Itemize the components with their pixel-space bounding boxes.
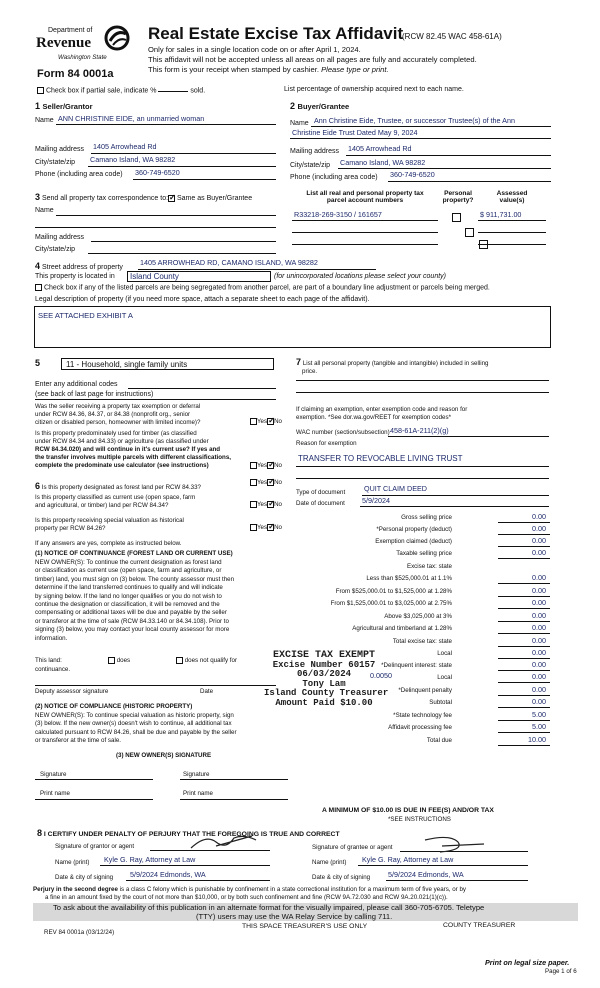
header-note1: Only for sales in a single location code on or after April 1, 2024.	[148, 45, 361, 54]
q-historic-yes[interactable]	[250, 524, 257, 531]
calc-row-line	[498, 621, 550, 622]
partial-sale-checkbox[interactable]	[37, 87, 44, 94]
grantee-signature-icon	[420, 834, 490, 856]
grantee-print-name[interactable]: Kyle G. Ray, Attorney at Law	[362, 855, 454, 864]
this-land-label: This land:	[35, 657, 62, 664]
county-treasurer-label: COUNTY TREASURER	[443, 922, 516, 929]
parcel-col-header: List all real and personal property tax parcel account numbers	[306, 190, 424, 204]
notice-line: (3) below. If the new owner(s) doesn't wish to continue, all additional tax	[35, 720, 232, 728]
grantee-date-city[interactable]: 5/9/2024 Edmonds, WA	[388, 870, 464, 879]
calc-row-value[interactable]: 0.00	[532, 648, 546, 657]
grantee-print-label: Name (print)	[312, 859, 347, 866]
grantor-print-label: Name (print)	[55, 859, 90, 866]
calc-row-label: Subtotal	[429, 699, 452, 706]
same-as-buyer-checkbox[interactable]	[168, 195, 175, 202]
q-forest: 6 Is this property designated as forest land per RCW 84.33?	[35, 481, 201, 491]
revision-label: REV 84 0001a (03/12/24)	[44, 929, 115, 936]
treasurer-use-label: THIS SPACE TREASURER'S USE ONLY	[242, 923, 368, 930]
exemption-reason[interactable]: TRANSFER TO REVOCABLE LIVING TRUST	[298, 454, 463, 463]
alt-format-line1: To ask about the availability of this publication in an alternate format for the visually impaired, please call 360-705-6705. Teletype	[53, 903, 485, 912]
seller-mailing[interactable]: 1405 Arrowhead Rd	[93, 142, 157, 151]
q-exemption-answer: Yes✓ No	[250, 418, 282, 425]
grantor-print-name[interactable]: Kyle G. Ray, Attorney at Law	[104, 855, 196, 864]
calc-row-line	[498, 707, 550, 708]
calc-row-line	[498, 596, 550, 597]
calc-row-label: Agricultural and timberland at 1.28%	[352, 625, 452, 632]
calc-row-label: Above $3,025,000 at 3%	[384, 613, 452, 620]
sec5-number: 5	[35, 358, 41, 368]
partial-sale-row: Check box if partial sale, indicate % sold.	[37, 87, 205, 94]
buyer-city-label: City/state/zip	[290, 162, 331, 169]
page-number: Page 1 of 6	[545, 968, 577, 975]
q-current-use: Is this property classified as current use (open space, farm and agricultural, or timber) land per RCW 84.34?	[35, 494, 196, 509]
notice-line: timber) land, you must sign on (3) below. The county assessor must then	[35, 575, 235, 583]
seller-phone[interactable]: 360-749-6520	[135, 168, 180, 177]
seller-name-label: Name	[35, 117, 54, 124]
unincorp-note: (for unincorporated locations please select your county)	[274, 273, 446, 280]
assessed-col-header: Assessed value(s)	[496, 190, 528, 204]
q-historic-answer: Yes✓ No	[250, 524, 282, 531]
wac-number[interactable]: 458-61A-211(2)(g)	[390, 426, 449, 435]
q-historic-no[interactable]	[267, 524, 274, 531]
calc-row-line	[498, 534, 550, 535]
buyer-heading: 2 Buyer/Grantee	[290, 101, 350, 111]
seller-heading: 1 Seller/Grantor	[35, 101, 93, 111]
doc-date-label: Date of document	[296, 500, 345, 507]
parcel-number[interactable]: R33218-269-3150 / 161657	[294, 210, 382, 219]
buyer-name-line2[interactable]: Christine Eide Trust Dated May 9, 2024	[292, 128, 418, 137]
doc-type[interactable]: QUIT CLAIM DEED	[364, 484, 427, 493]
buyer-mailing[interactable]: 1405 Arrowhead Rd	[348, 144, 412, 153]
see-instructions: *SEE INSTRUCTIONS	[388, 816, 451, 823]
notice-line: calculated pursuant to RCW 84.26, shall be due and payable by the seller	[35, 728, 237, 736]
grantee-date-label: Date & city of signing	[312, 874, 371, 881]
doc-type-label: Type of document	[296, 489, 346, 496]
does-not-option: does not qualify for	[176, 657, 237, 664]
calc-row-label: *Delinquent interest: state	[381, 662, 452, 669]
county-value: Island County	[130, 272, 179, 281]
calc-row-line	[498, 608, 550, 609]
grantee-sig-label: Signature of grantee or agent	[312, 844, 393, 851]
calc-row-label: *Personal property (deduct)	[376, 526, 452, 533]
new-owner-sig-label-2: Signature	[183, 771, 210, 778]
calc-row-value[interactable]: 0.00	[532, 573, 546, 582]
calc-row-value[interactable]: 0.00	[532, 672, 546, 681]
calc-row-value[interactable]: 5.00	[532, 722, 546, 731]
q-historic: Is this property receiving special valuation as historical property per RCW 84.26?	[35, 517, 184, 532]
does-option: does	[108, 657, 130, 664]
calc-row-line	[498, 658, 550, 659]
grantor-signature-icon	[186, 830, 266, 852]
sec3-name-label: Name	[35, 207, 54, 214]
sec8-heading: 8 I CERTIFY UNDER PENALTY OF PERJURY THAT THE FOREGOING IS TRUE AND CORRECT	[37, 828, 340, 838]
notice-line: NEW OWNER(S): To continue special valuation as historic property, sign	[35, 712, 234, 719]
sec4-located-label: This property is located in	[35, 273, 115, 280]
personal-property-checkbox-1[interactable]	[452, 213, 461, 222]
q-forest-answer: Yes✓ No	[250, 479, 282, 486]
calc-row-value[interactable]: 0.00	[532, 611, 546, 620]
buyer-name-line1[interactable]: Ann Christine Eide, Trustee, or successor Trustee(s) of the Ann	[314, 116, 515, 125]
calc-row-label: *State technology fee	[393, 712, 452, 719]
calc-row-value[interactable]: 5.00	[532, 710, 546, 719]
calc-row-value[interactable]: 0.00	[532, 660, 546, 669]
buyer-name-label: Name	[290, 120, 309, 127]
if-yes-note: If any answers are yes, complete as instructed below.	[35, 540, 182, 547]
sec3-mailing-label: Mailing address	[35, 234, 85, 241]
legal-desc-label: Legal description of property (if you need more space, attach a separate sheet to each page of the affidavit).	[35, 296, 370, 303]
seller-phone-label: Phone (including area code)	[35, 171, 123, 178]
calc-row-line	[498, 720, 550, 721]
notice1-title: (1) NOTICE OF CONTINUANCE (FOREST LAND OR CURRENT USE)	[35, 550, 233, 557]
calc-row-line	[498, 558, 550, 559]
q-exemption-yes[interactable]	[250, 418, 257, 425]
buyer-city[interactable]: Camano Island, WA 98282	[340, 158, 426, 167]
q-forest-yes[interactable]	[250, 479, 257, 486]
calc-row-label: Taxable selling price	[396, 550, 452, 557]
exempt-note: If claiming an exemption, enter exemption code and reason for exemption. *See dor.wa.gov/REET for exemption codes*	[296, 406, 468, 421]
notice-line: or transferor at the time of sale.	[35, 737, 121, 745]
deputy-sig-label: Deputy assessor signature	[35, 688, 109, 695]
calc-row-value[interactable]: 0.00	[532, 586, 546, 595]
buyer-phone-label: Phone (including area code)	[290, 174, 378, 181]
calc-row-value[interactable]: 0.00	[532, 524, 546, 533]
form-number: Form 84 0001a	[37, 68, 114, 80]
calc-row-line	[498, 522, 550, 523]
notice-line: continue the designation or classification, it will be removed and the	[35, 601, 220, 609]
dept-line3: Washington State	[58, 54, 107, 61]
calc-row-line	[498, 546, 550, 547]
deputy-date-label: Date	[200, 688, 214, 695]
legal-paper-note: Print on legal size paper.	[485, 958, 570, 967]
segregated-row: Check box if any of the listed parcels are being segregated from another parcel, are part of a boundary line adjustment or parcels being merged.	[35, 284, 490, 291]
sec7-text: 7 List all personal property (tangible and intangible) included in selling price.	[296, 357, 489, 375]
ownership-note: List percentage of ownership acquired next to each name.	[284, 86, 464, 93]
new-owner-print-label-1: Print name	[40, 790, 70, 797]
dept-line1: Department of	[48, 27, 93, 34]
notice-line: by signing below. If the land no longer qualifies or you do not wish to	[35, 592, 222, 600]
new-owner-sig-label-1: Signature	[40, 771, 67, 778]
perjury-notice: Perjury in the second degree is a class C felony which is punishable by confinement in a state correctional institution for a maximum term of five years, or by a fine in an amount fixed by the court of not more than $10,000, or by both such confinement and fine (RCW 9A.72.030 and RCW 9A.20.021(1)(c)).	[33, 886, 466, 901]
calc-row-value[interactable]: 0.00	[532, 697, 546, 706]
additional-codes-label: Enter any additional codes	[35, 381, 118, 388]
notice-line: determine if the land transferred continues to qualify and will indicate	[35, 584, 223, 592]
calc-row-label: Excise tax: state	[406, 563, 452, 570]
grantor-date-label: Date & city of signing	[55, 874, 114, 881]
grantor-sig-label: Signature of grantor or agent	[55, 843, 135, 850]
calc-row-label: From $525,000.01 to $1,525,000 at 1.28%	[335, 588, 452, 595]
calc-row-label: From $1,525,000.01 to $3,025,000 at 2.75%	[330, 600, 452, 607]
calc-row-label: Total excise tax: state	[392, 638, 452, 645]
calc-row-value[interactable]: 0.00	[532, 636, 546, 645]
calc-row-label: Total due	[426, 737, 452, 744]
dept-line2: Revenue	[36, 35, 91, 51]
notice3-title: (3) NEW OWNER(S) SIGNATURE	[116, 752, 212, 759]
legal-description: SEE ATTACHED EXHIBIT A	[38, 311, 133, 320]
calc-row-line	[498, 633, 550, 634]
seller-city-label: City/state/zip	[35, 159, 76, 166]
minimum-note: A MINIMUM OF $10.00 IS DUE IN FEE(S) AND/OR TAX	[322, 807, 494, 814]
segregated-checkbox[interactable]	[35, 284, 42, 291]
sec3-row: 3 Send all property tax correspondence to:✓ Same as Buyer/Grantee	[35, 192, 252, 202]
q-timber-no[interactable]	[267, 462, 274, 469]
q-exemption: Was the seller receiving a property tax exemption or deferral under RCW 84.36, 84.37, or 84.38 (nonprofit org., senior citizen or disabled person, homeowner with limited income)?	[35, 403, 201, 426]
seller-name[interactable]: ANN CHRISTINE EIDE, an unmarried woman	[58, 114, 205, 123]
see-back-note: (see back of last page for instructions)	[35, 391, 154, 398]
does-not-checkbox[interactable]	[176, 657, 183, 664]
continuance-label: continuance.	[35, 666, 71, 673]
calc-row-label: Gross selling price	[401, 514, 452, 521]
notice-line: information.	[35, 634, 68, 642]
calc-row-line	[498, 695, 550, 696]
q-timber-yes[interactable]	[250, 462, 257, 469]
notice2-body	[35, 712, 237, 746]
personal-col-header: Personal property?	[442, 190, 474, 204]
grantor-date-city[interactable]: 5/9/2024 Edmonds, WA	[130, 870, 206, 879]
calc-row-value[interactable]: 0.00	[532, 685, 546, 694]
calc-row-line	[498, 732, 550, 733]
calc-row-value[interactable]: 0.00	[532, 536, 546, 545]
q-current-use-answer: Yes✓ No	[250, 501, 282, 508]
calc-row-line	[498, 682, 550, 683]
sec4-street-label: 4 Street address of property	[35, 261, 123, 271]
buyer-mailing-label: Mailing address	[290, 148, 340, 155]
notice1-body	[35, 559, 234, 643]
buyer-phone[interactable]: 360-749-6520	[390, 170, 435, 179]
reason-label: Reason for exemption	[296, 440, 357, 447]
notice-line: compensating or additional taxes will be due and payable by the seller	[35, 609, 227, 617]
calc-row-value[interactable]: 0.00	[532, 598, 546, 607]
page-title: Real Estate Excise Tax Affidavit	[148, 24, 404, 43]
alt-format-line2: (TTY) users may use the WA Relay Service by calling 711.	[196, 912, 393, 921]
land-use-code: 11 - Household, single family units	[66, 360, 188, 369]
notice-line: or classification as current use (open space, farm and agriculture, or	[35, 567, 222, 575]
doc-date[interactable]: 5/9/2024	[362, 496, 390, 505]
calc-row-label: Less than $525,000.01 at 1.1%	[366, 575, 452, 582]
assessed-value[interactable]: $ 911,731.00	[480, 210, 522, 219]
does-checkbox[interactable]	[108, 657, 115, 664]
calc-row-label: Local	[437, 674, 452, 681]
calc-row-label: *Delinquent penalty	[398, 687, 452, 694]
local-rate: 0.0050	[370, 671, 392, 680]
q-current-use-no[interactable]	[267, 501, 274, 508]
calc-row-line	[498, 670, 550, 671]
seller-mailing-label: Mailing address	[35, 146, 85, 153]
calc-row-value[interactable]: 10.00	[528, 735, 546, 744]
property-street[interactable]: 1405 ARROWHEAD RD, CAMANO ISLAND, WA 98282	[140, 258, 318, 267]
notice-line: or transferor at the time of sale (RCW 84.33.140 or 84.34.108). Prior to	[35, 617, 229, 625]
calc-row-line	[498, 583, 550, 584]
calc-row-label: Exemption claimed (deduct)	[375, 538, 452, 545]
calc-row-label: Affidavit processing fee	[388, 724, 452, 731]
notice-line: NEW OWNER(S): To continue the current designation as forest land	[35, 559, 222, 566]
title-citation: (RCW 82.45 WAC 458-61A)	[402, 32, 502, 41]
q-timber-answer: Yes✓ No	[250, 462, 282, 469]
notice-line: signing (3) below, you may contact your local county assessor for more	[35, 626, 230, 634]
dor-logo	[34, 25, 130, 65]
calc-row-value[interactable]: 0.00	[532, 548, 546, 557]
calc-row-value[interactable]: 0.00	[532, 512, 546, 521]
q-timber: Is this property predominately used for timber (as classified under RCW 84.34 and 84.33) or agriculture (as classified under RCW 84.34.020) and will continue in it's current use? If yes and the transfer involves multiple parcels with different classifications, complete the predominate use calculator (see instructions)	[35, 430, 231, 469]
wac-label: WAC number (section/subsection)	[296, 429, 390, 436]
header-note2: This affidavit will not be accepted unless all areas on all pages are fully and accurately completed.	[148, 55, 477, 64]
new-owner-print-label-2: Print name	[183, 790, 213, 797]
notice2-title: (2) NOTICE OF COMPLIANCE (HISTORIC PROPERTY)	[35, 703, 193, 710]
calc-row-line	[498, 646, 550, 647]
personal-property-checkbox-2[interactable]	[465, 228, 474, 237]
seller-city[interactable]: Camano Island, WA 98282	[90, 155, 176, 164]
q-exemption-no[interactable]	[267, 418, 274, 425]
q-forest-no[interactable]	[267, 479, 274, 486]
treasurer-stamp: EXCISE TAX EXEMPT Excise Number 60157 06/03/2024 Tony Lam Island County Treasurer Amount Paid $10.00	[264, 650, 389, 708]
header-note3: This form is your receipt when stamped by cashier. Please type or print.	[148, 65, 389, 74]
sec3-city-label: City/state/zip	[35, 246, 76, 253]
calc-row-value[interactable]: 0.00	[532, 623, 546, 632]
calc-row-line	[498, 745, 550, 746]
q-current-use-yes[interactable]	[250, 501, 257, 508]
revenue-logo-icon	[104, 25, 130, 51]
calc-row-label: Local	[437, 650, 452, 657]
